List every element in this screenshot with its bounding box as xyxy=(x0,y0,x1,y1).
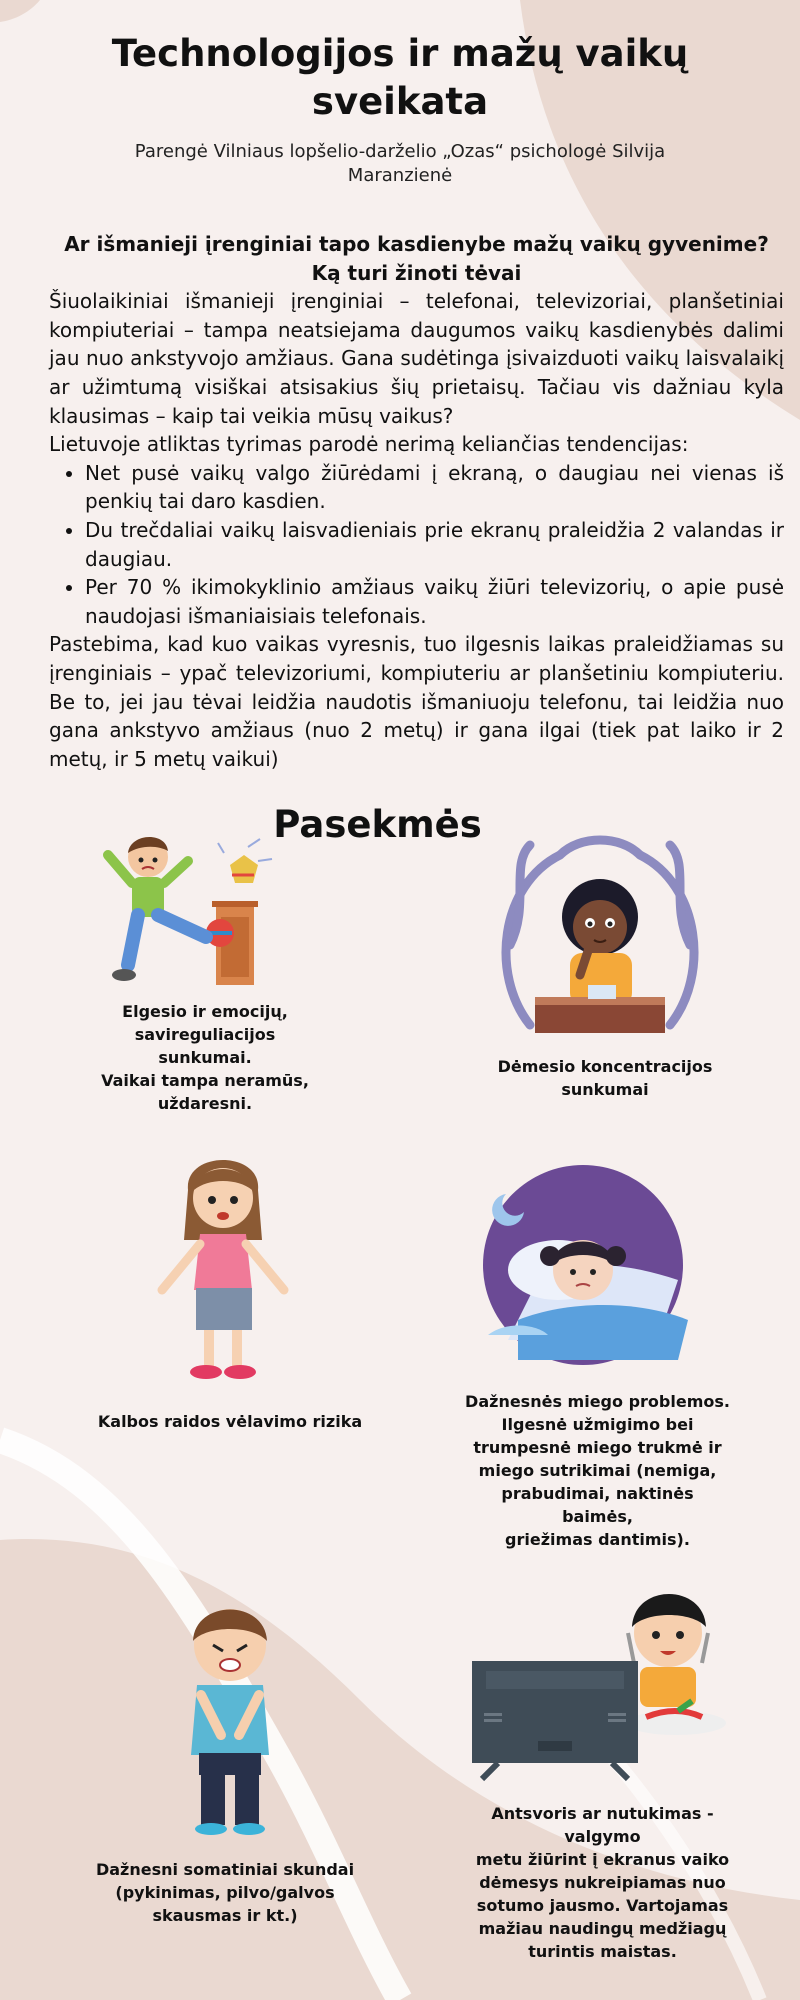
intro-section xyxy=(49,230,784,773)
caption-behaviour-emotions: Elgesio ir emocijų, savireguliacijos sunkumai. Vaikai tampa neramūs, uždaresni. xyxy=(101,1002,309,1113)
page-title: Technologijos ir mažų vaikų sveikata xyxy=(111,32,689,123)
caption-sleep-problems: Dažnesnės miego problemos. Ilgesnė užmigimo bei trumpesnė miego trukmė ir miego sutrikimai (nemiga, prabudimai, naktinės baimės, griežimas dantimis). xyxy=(465,1392,730,1549)
caption-speech-delay: Kalbos raidos vėlavimo rizika xyxy=(97,1412,363,1431)
boy-eating-behind-tv-illustration xyxy=(468,1583,736,1793)
sleepless-girl-in-bed-illustration xyxy=(478,1160,688,1365)
caption-somatic-complaints: Dažnesni somatiniai skundai (pykinimas, pilvo/galvos skausmas ir kt.) xyxy=(95,1860,355,1925)
author-line: Parengė Vilniaus lopšelio-darželio „Ozas“ psichologė Silvija Maranzienė xyxy=(134,141,666,186)
list-item: • Du trečdaliai vaikų laisvadieniais prie ekranų praleidžia 2 valandas ir daugiau. xyxy=(85,516,784,573)
boy-with-stomach-ache-illustration xyxy=(165,1595,295,1840)
list-item: • Per 70 % ikimokyklinio amžiaus vaikų žiūri televizorių, o apie pusė naudojasi išmaniaisiais telefonais. xyxy=(85,573,784,630)
intro-paragraph: Šiuolaikiniai išmanieji įrenginiai – telefonai, televizoriai, planšetiniai kompiuteriai – tampa neatsiejama daugumos vaikų kasdienybės dalimi jau nuo ankstyvojo amžiaus. Gana sudėtinga įsivaizduoti vaikų laisvalaikį ar užimtumą visiškai atsisakius šių prietaisų. Tačiau vis dažniau kyla klausimas – kaip tai veikia mūsų vaikus? xyxy=(49,289,784,428)
survey-intro: Lietuvoje atliktas tyrimas parodė nerimą keliančias tendencijas: xyxy=(49,432,689,457)
conclusion-paragraph: Pastebima, kad kuo vaikas vyresnis, tuo ilgesnis laikas praleidžiamas su įrenginiais – ypač televizoriumi, kompiuteriu ar planšetiniu kompiuteriu. Be to, jei jau tėvai leidžia naudotis išmaniuoju telefonu, tai leidžia nuo gana ankstyvo amžiaus (nuo 2 metų) ir gana ilgai (tiek pat laiko ir 2 metų, ir 5 metų vaikui) xyxy=(49,632,784,771)
consequences-title: Pasekmės xyxy=(273,803,482,846)
list-item: • Net pusė vaikų valgo žiūrėdami į ekraną, o daugiau nei vienas iš penkių tai daro kasdien. xyxy=(85,459,784,516)
intro-heading: Ar išmanieji įrenginiai tapo kasdienybe mažų vaikų gyvenime? Ką turi žinoti tėvai xyxy=(64,232,769,285)
survey-bullet-list xyxy=(49,459,784,631)
angry-boy-kicking-cabinet-illustration xyxy=(98,825,278,990)
caption-overweight: Antsvoris ar nutukimas - valgymo metu žiūrint į ekranus vaiko dėmesys nukreipiamas nuo sotumo jausmo. Vartojamas mažiau naudingų medžiagų turintis maistas. xyxy=(475,1804,730,1961)
caption-attention: Dėmesio koncentracijos sunkumai xyxy=(497,1057,713,1099)
shrugging-girl-illustration xyxy=(148,1140,298,1385)
distracted-girl-at-desk-illustration xyxy=(490,825,710,1045)
